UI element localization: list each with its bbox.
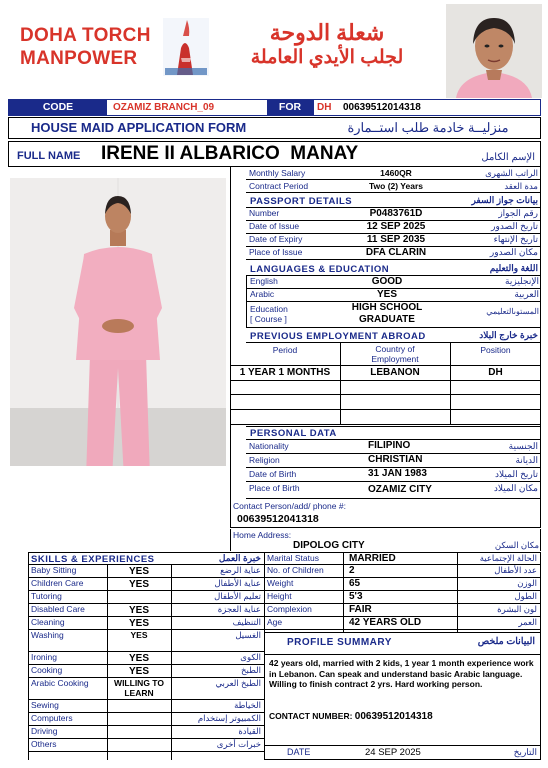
contact-section: [230, 499, 541, 528]
company-arabic-line1: شعلة الدوحة: [269, 20, 385, 45]
nationality-label: Nationality: [249, 441, 289, 451]
education-label: Education: [250, 304, 288, 314]
physical-row: [265, 591, 540, 604]
contract-label: Contract Period: [249, 181, 309, 191]
pob-value: OZAMIZ CITY: [368, 484, 432, 495]
personal-section: [246, 426, 541, 499]
physical-label: Complexion: [267, 604, 312, 614]
personal-title: PERSONAL DATA: [250, 428, 337, 439]
monthly-salary-label: Monthly Salary: [249, 168, 306, 178]
skill-label: Children Care: [31, 578, 84, 588]
passport-header: [246, 195, 541, 208]
arabic-ar: العربية: [514, 289, 539, 299]
full-name-label: FULL NAME: [17, 150, 81, 162]
employment-title-ar: خبرة خارج البلاد: [479, 330, 538, 340]
skill-value: YES: [128, 605, 149, 616]
skill-row: [29, 700, 265, 713]
skill-value: YES: [128, 566, 149, 577]
skills-header: [29, 552, 265, 565]
skill-label: Washing: [31, 630, 64, 640]
passport-place-row: [246, 247, 541, 260]
skill-label: Baby Sitting: [31, 565, 77, 575]
physical-ar: الوزن: [517, 578, 537, 588]
full-body-photo: [10, 178, 226, 466]
skill-ar: تعليم الأطفال: [214, 591, 261, 601]
passport-number-value: P0483761D: [369, 208, 423, 219]
monthly-salary-ar: الراتب الشهرى: [485, 168, 538, 178]
skill-row: [29, 591, 265, 604]
skill-ar: عناية الأطفال: [214, 578, 261, 588]
employment-country-value: LEBANON: [370, 367, 420, 378]
profile-title: PROFILE SUMMARY: [287, 637, 392, 648]
skill-label: Driving: [31, 726, 58, 736]
skill-label: Computers: [31, 713, 73, 723]
dob-ar: تاريخ الميلاد: [495, 469, 538, 479]
full-name-value: IRENE II ALBARICO MANAY: [101, 143, 359, 164]
skill-label: Sewing: [31, 700, 59, 710]
monthly-salary-value: 1460QR: [380, 168, 412, 178]
english-label: English: [250, 276, 278, 286]
home-address-value: DIPOLOG CITY: [293, 540, 365, 551]
languages-title-ar: اللغة والتعليم: [489, 263, 538, 273]
skill-ar: الكمبيوتر إستخدام: [197, 713, 261, 723]
passport-issue-value: 12 SEP 2025: [366, 221, 426, 232]
physical-section: [264, 552, 541, 632]
employment-header: [246, 329, 541, 343]
english-ar: الإنجليزية: [505, 276, 539, 286]
passport-expiry-ar: تاريخ الإنتهاء: [493, 234, 538, 244]
home-address-ar: مكان السكن: [494, 540, 539, 550]
passport-issue-label: Date of Issue: [249, 221, 300, 231]
profile-contact: [269, 711, 537, 722]
skills-title: SKILLS & EXPERIENCES: [31, 554, 155, 565]
company-arabic: [216, 20, 438, 70]
physical-value: MARRIED: [349, 553, 396, 564]
form-title-ar: منزليــة خادمة طلب استــمارة: [347, 120, 509, 135]
personal-header: [246, 426, 541, 440]
skill-row: [29, 713, 265, 726]
passport-place-ar: مكان الصدور: [489, 247, 538, 257]
skill-value: YES: [128, 666, 149, 677]
passport-issue-row: [246, 221, 541, 234]
full-name-ar: الإسم الكامل: [481, 152, 535, 163]
skill-row: [29, 604, 265, 617]
employment-section: [230, 329, 541, 425]
languages-header: [246, 262, 541, 276]
physical-ar: العمر: [518, 617, 537, 627]
english-row: [246, 276, 541, 289]
employment-col-position: Position: [480, 345, 511, 355]
company-name-line2: MANPOWER: [20, 48, 138, 69]
pob-ar: مكان الميلاد: [493, 483, 538, 493]
profile-contact-label: CONTACT NUMBER:: [269, 711, 353, 721]
dob-label: Date of Birth: [249, 469, 297, 479]
form-title-bar: [8, 117, 541, 139]
nationality-value: FILIPINO: [368, 440, 411, 451]
physical-label: Marital Status: [267, 553, 319, 563]
physical-value: FAIR: [349, 604, 372, 615]
passport-number-row: [246, 208, 541, 221]
passport-title: PASSPORT DETAILS: [250, 196, 353, 207]
torch-logo: [163, 18, 209, 76]
salary-row-monthly: [246, 167, 541, 180]
arabic-label: Arabic: [250, 289, 275, 299]
skill-ar: الطبخ العربي: [215, 678, 261, 688]
home-address-section: [230, 529, 541, 551]
company-arabic-line2: لجلب الأيدي العاملة: [250, 47, 404, 68]
passport-number-ar: رقم الجواز: [498, 208, 538, 218]
passport-expiry-value: 11 SEP 2035: [366, 234, 426, 245]
employment-title: PREVIOUS EMPLOYMENT ABROAD: [250, 331, 426, 342]
passport-expiry-row: [246, 234, 541, 247]
arabic-value: YES: [376, 289, 397, 300]
dob-row: [246, 468, 541, 482]
profile-title-ar: البيانات ملخص: [477, 636, 535, 647]
skill-ar: الطبخ: [241, 665, 261, 675]
salary-row-contract: [246, 180, 541, 193]
skill-label: Disabled Care: [31, 604, 85, 614]
physical-row: [265, 617, 540, 630]
employment-period-value: 1 YEAR 1 MONTHS: [239, 367, 331, 378]
skill-row: [29, 739, 265, 752]
employment-col-period: Period: [272, 345, 298, 355]
code-label: CODE: [9, 100, 107, 115]
skill-label: Others: [31, 739, 57, 749]
education-ar: المستوىالتعليمي: [486, 307, 539, 316]
skill-ar: الغسيل: [235, 630, 261, 640]
religion-row: [246, 454, 541, 468]
skill-ar: القيادة: [238, 726, 261, 736]
physical-label: No. of Children: [267, 565, 324, 575]
education-value-1: HIGH SCHOOL: [351, 302, 423, 313]
skills-title-ar: خبرة العمل: [218, 553, 261, 563]
profile-header: [265, 633, 540, 655]
nationality-ar: الجنسية: [508, 441, 538, 451]
physical-ar: عدد الأطفال: [494, 565, 537, 575]
skill-row: [29, 665, 265, 678]
skill-row: [29, 578, 265, 591]
company-name: [20, 24, 151, 70]
employment-position-value: DH: [488, 367, 503, 378]
skills-section: [28, 552, 264, 760]
branch-value: OZAMIZ BRANCH_09: [113, 102, 215, 113]
skill-label: Tutoring: [31, 591, 62, 601]
profile-text: 42 years old, married with 2 kids, 1 year 1 month experience work in Lebanon. Can speak and understand basic Arabic language. Willing to finish contract 2 yrs. Hard working person.: [269, 658, 534, 689]
skill-label: Cleaning: [31, 617, 65, 627]
skill-value: YES: [128, 579, 149, 590]
physical-ar: الطول: [514, 591, 537, 601]
religion-ar: الديانة: [515, 455, 538, 465]
skill-value: YES: [130, 630, 148, 640]
physical-label: Age: [267, 617, 283, 627]
education-row: [246, 302, 541, 328]
employment-col-country-1: Country of: [375, 344, 415, 354]
passport-issue-ar: تاريخ الصدور: [491, 221, 538, 231]
for-label: FOR: [267, 100, 313, 115]
physical-label: Height: [267, 591, 292, 601]
skill-label: Arabic Cooking: [31, 678, 89, 688]
physical-row: [265, 578, 540, 591]
physical-label: Weight: [267, 578, 294, 588]
skill-ar: عناية العجزة: [217, 604, 261, 614]
skill-value: YES: [128, 618, 149, 629]
full-name-row: [8, 141, 541, 167]
skill-ar: الكوى: [240, 652, 261, 662]
home-address-label: Home Address:: [233, 530, 292, 540]
skill-row: [29, 617, 265, 630]
skill-ar: خبرات أخرى: [216, 739, 261, 749]
contact-label: Contact Person/add/ phone #:: [233, 501, 346, 511]
employment-col-country-2: Employment: [371, 354, 419, 364]
arabic-row: [246, 289, 541, 302]
passport-expiry-label: Date of Expiry: [249, 234, 303, 244]
codebar-phone: 00639512014318: [343, 102, 421, 113]
languages-title: LANGUAGES & EDUCATION: [250, 264, 390, 275]
form-title: HOUSE MAID APPLICATION FORM: [31, 120, 247, 135]
passport-title-ar: بيانات جواز السفر: [471, 195, 538, 205]
physical-ar: لون البشرة: [497, 604, 537, 614]
nationality-row: [246, 440, 541, 454]
code-bar: [8, 99, 541, 116]
english-value: GOOD: [371, 276, 403, 287]
profile-contact-value: 00639512014318: [354, 711, 433, 722]
contract-ar: مدة العقد: [504, 181, 538, 191]
skill-row: [29, 678, 265, 700]
passport-number-label: Number: [249, 208, 280, 218]
contract-value: Two (2) Years: [368, 181, 423, 191]
religion-label: Religion: [249, 455, 280, 465]
salary-section: [230, 167, 541, 194]
education-value-2: GRADUATE: [359, 314, 415, 325]
skill-row: [29, 565, 265, 578]
dob-value: 31 JAN 1983: [368, 468, 427, 479]
physical-row: [265, 552, 540, 565]
date-row: [264, 746, 541, 760]
religion-value: CHRISTIAN: [368, 454, 423, 465]
skill-row: [29, 630, 265, 652]
physical-value: 42 YEARS OLD: [349, 617, 422, 628]
skill-ar: عناية الرضع: [220, 565, 261, 575]
employment-grid: [230, 343, 541, 425]
skill-row: [29, 726, 265, 739]
physical-ar: الحالة الإجتماعية: [479, 553, 537, 563]
pob-label: Place of Birth: [249, 483, 300, 493]
company-name-line1: DOHA TORCH: [20, 25, 151, 46]
skill-value: WILLING TO LEARN: [114, 678, 164, 698]
date-value: 24 SEP 2025: [365, 747, 421, 758]
profile-section: [264, 632, 541, 746]
for-value: DH: [313, 100, 343, 115]
passport-section: [246, 195, 541, 261]
skill-ar: التنظيف: [232, 617, 261, 627]
physical-value: 65: [349, 578, 361, 589]
date-label: DATE: [287, 747, 311, 757]
passport-place-label: Place of Issue: [249, 247, 303, 257]
skill-value: YES: [128, 653, 149, 664]
pob-row: [246, 482, 541, 499]
physical-row: [265, 565, 540, 578]
physical-value: 5'3: [349, 591, 363, 602]
skill-row: [29, 652, 265, 665]
skill-label: Cooking: [31, 665, 63, 675]
date-ar: التاريخ: [513, 747, 537, 757]
course-label: [ Course ]: [250, 314, 287, 324]
headshot-photo: [446, 4, 542, 98]
languages-section: [246, 262, 541, 328]
skill-ar: الخياطة: [234, 700, 261, 710]
physical-row: [265, 604, 540, 617]
physical-value: 2: [349, 565, 355, 576]
contact-value: 00639512041318: [237, 513, 319, 525]
passport-place-value: DFA CLARIN: [365, 247, 427, 258]
skill-label: Ironing: [31, 652, 57, 662]
